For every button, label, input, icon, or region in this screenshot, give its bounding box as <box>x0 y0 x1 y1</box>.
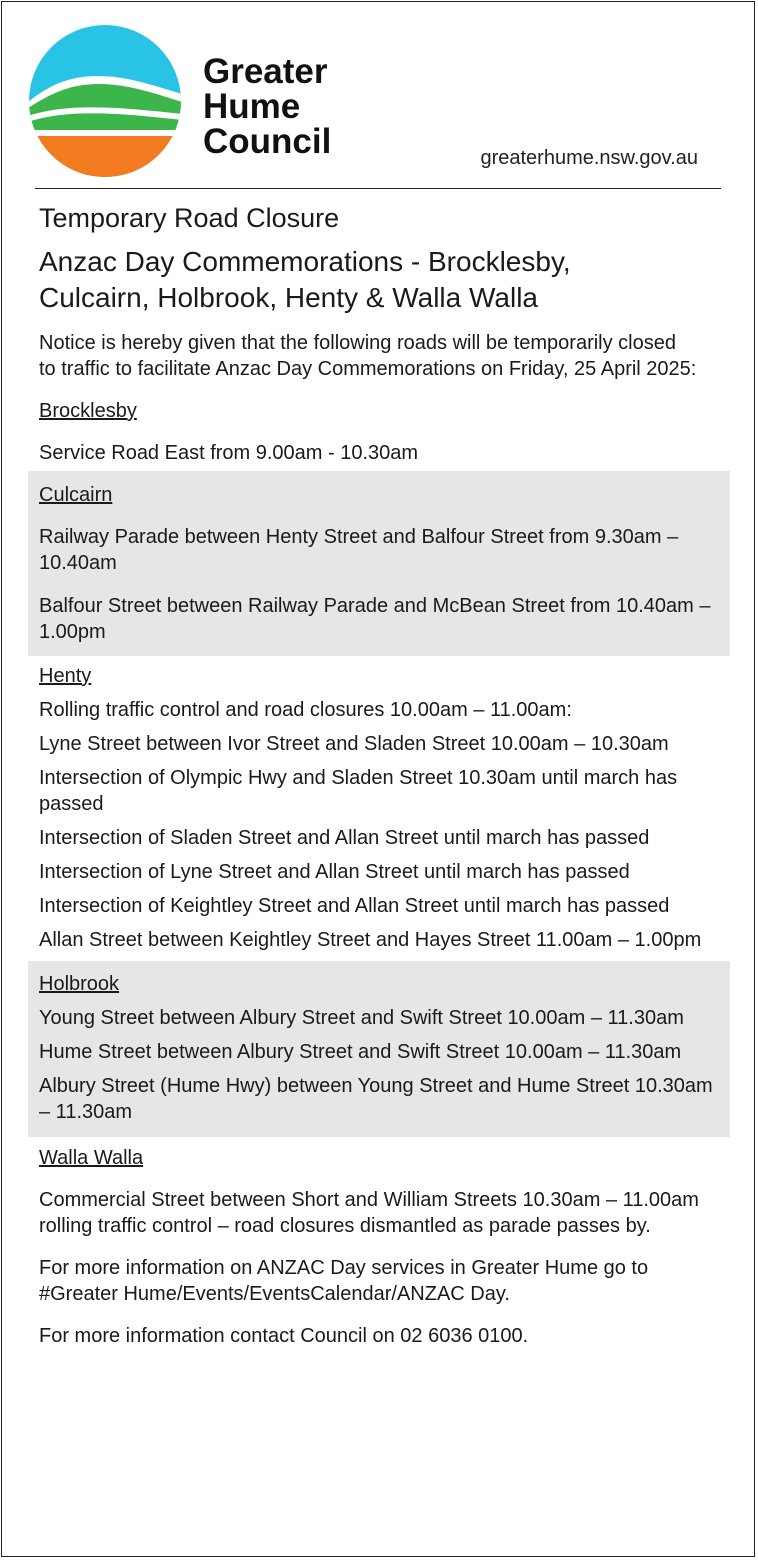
council-name <box>203 54 331 159</box>
section-heading: Walla Walla <box>39 1147 144 1169</box>
closure-item: Allan Street between Keightley Street and Hayes Street 11.00am – 1.00pm <box>39 929 702 951</box>
section-heading: Holbrook <box>39 973 120 995</box>
header-divider <box>35 188 721 189</box>
section-walla-walla <box>0 1137 758 1239</box>
closure-item: Albury Street (Hume Hwy) between Young Street and Hume Street 10.30am – 11.30am <box>39 1075 713 1123</box>
section-holbrook <box>28 961 730 1137</box>
closure-item: Rolling traffic control and road closures 10.00am – 11.00am: <box>39 699 572 721</box>
council-name-line-3: Council <box>203 122 332 161</box>
header <box>0 0 758 190</box>
council-name-line-1: Greater <box>203 52 328 91</box>
notice-body <box>0 198 758 1349</box>
more-info-text: For more information on ANZAC Day services in Greater Hume go to #Greater Hume/Events/EventsCalendar/ANZAC Day. <box>39 1257 649 1305</box>
section-heading: Brocklesby <box>39 400 137 422</box>
closure-item: Railway Parade between Henty Street and Balfour Street from 9.30am – 10.40am <box>39 526 679 574</box>
notice-title: Temporary Road Closure <box>39 203 340 233</box>
closure-item: Young Street between Albury Street and Swift Street 10.00am – 11.30am <box>39 1007 684 1029</box>
notice-intro: Notice is hereby given that the following roads will be temporarily closed to traffic to facilitate Anzac Day Commemorations on Friday, 25 April 2025: <box>39 332 697 380</box>
closure-item: Intersection of Keightley Street and Allan Street until march has passed <box>39 895 670 917</box>
section-brocklesby <box>0 382 758 466</box>
section-heading: Henty <box>39 665 92 687</box>
council-logo-icon <box>28 24 182 178</box>
closure-item: Service Road East from 9.00am - 10.30am <box>39 442 419 464</box>
closure-item: Hume Street between Albury Street and Swift Street 10.00am – 11.30am <box>39 1041 682 1063</box>
closure-item: Commercial Street between Short and William Streets 10.30am – 11.00am rolling traffic control – road closures dismantled as parade passes by. <box>39 1189 699 1237</box>
section-henty <box>0 656 758 953</box>
notice-subtitle: Anzac Day Commemorations - Brocklesby, Culcairn, Holbrook, Henty & Walla Walla <box>39 246 571 313</box>
closure-item: Lyne Street between Ivor Street and Sladen Street 10.00am – 10.30am <box>39 733 669 755</box>
website-url: greaterhume.nsw.gov.au <box>480 147 698 169</box>
footer-info <box>0 1239 758 1349</box>
closure-item: Intersection of Sladen Street and Allan Street until march has passed <box>39 827 650 849</box>
closure-item: Intersection of Lyne Street and Allan Street until march has passed <box>39 861 630 883</box>
contact-text: For more information contact Council on 02 6036 0100. <box>39 1325 529 1347</box>
section-culcairn <box>28 471 730 656</box>
closure-item: Balfour Street between Railway Parade and McBean Street from 10.40am – 1.00pm <box>39 595 711 643</box>
closure-item: Intersection of Olympic Hwy and Sladen Street 10.30am until march has passed <box>39 767 678 815</box>
section-heading: Culcairn <box>39 484 113 506</box>
council-name-line-2: Hume <box>203 87 301 126</box>
